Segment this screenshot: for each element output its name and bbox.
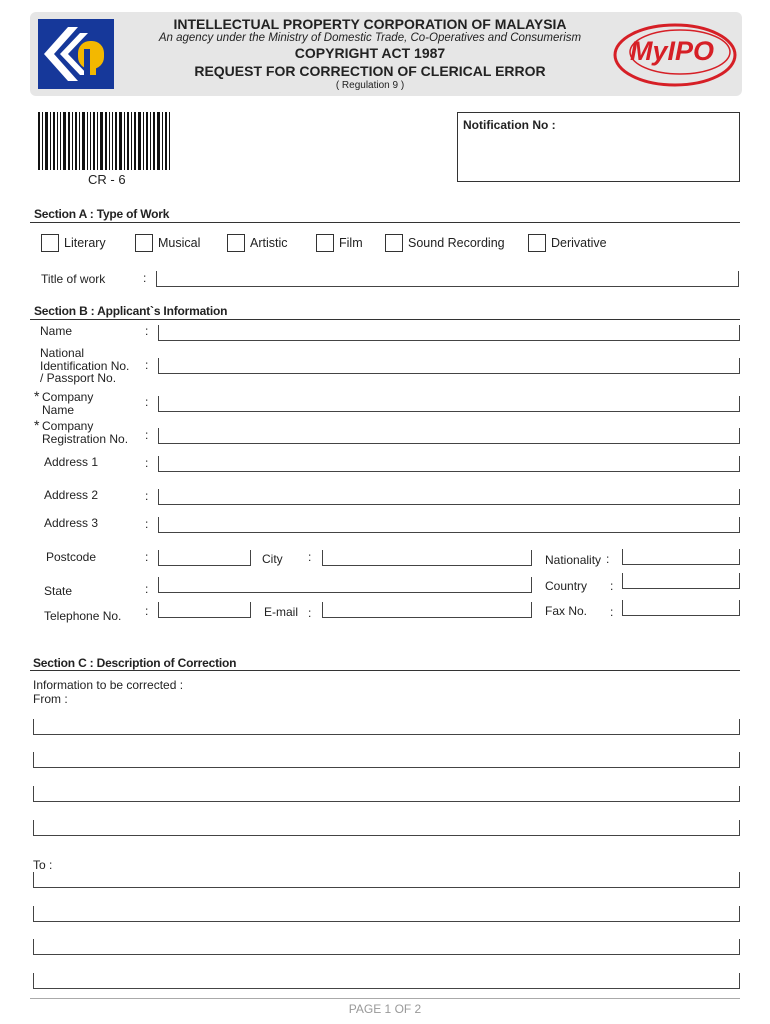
city-field[interactable] (322, 550, 532, 566)
section-a-rule (30, 222, 740, 223)
from-label: From : (33, 692, 68, 706)
footer-rule (30, 998, 740, 999)
nric-field[interactable] (158, 358, 740, 374)
checkbox-artistic[interactable] (227, 234, 245, 252)
colon: : (145, 428, 149, 442)
mylpo-emblem-logo (38, 19, 114, 89)
section-a-title: Section A : Type of Work (34, 207, 170, 221)
fax-label: Fax No. (545, 604, 588, 618)
title-of-work-field[interactable] (156, 271, 739, 287)
org-title: INTELLECTUAL PROPERTY CORPORATION OF MALAYSIA (173, 16, 567, 32)
colon: : (145, 324, 149, 338)
nationality-field[interactable] (622, 549, 740, 565)
colon: : (145, 395, 149, 409)
mylpo-brand-text: MyIPO (630, 36, 715, 66)
from-line-3[interactable] (33, 786, 740, 802)
colon: : (143, 271, 147, 285)
address3-label: Address 3 (44, 516, 99, 530)
address2-label: Address 2 (44, 488, 99, 502)
section-c-rule (30, 670, 740, 671)
colon: : (145, 604, 149, 618)
to-line-1[interactable] (33, 872, 740, 888)
agency-subtitle: An agency under the Ministry of Domestic Trade, Co-Operatives and Consumerism (158, 32, 582, 44)
to-line-3[interactable] (33, 939, 740, 955)
colon: : (145, 517, 149, 531)
checkbox-musical[interactable] (135, 234, 153, 252)
required-mark: * (34, 388, 40, 404)
colon: : (308, 550, 312, 564)
title-of-work-label: Title of work (41, 272, 106, 286)
colon: : (606, 552, 610, 566)
address1-label: Address 1 (44, 455, 99, 469)
telephone-field[interactable] (158, 602, 251, 618)
colon: : (145, 456, 149, 470)
required-mark: * (34, 417, 40, 433)
postcode-field[interactable] (158, 550, 251, 566)
colon: : (308, 606, 312, 620)
section-b-title: Section B : Applicant`s Information (34, 304, 228, 318)
colon: : (610, 579, 614, 593)
act-title: COPYRIGHT ACT 1987 (294, 45, 446, 61)
from-line-1[interactable] (33, 719, 740, 735)
colon: : (145, 489, 149, 503)
name-label: Name (40, 324, 73, 338)
label-artistic: Artistic (250, 236, 288, 250)
company-reg-field[interactable] (158, 428, 740, 444)
nationality-label: Nationality (545, 553, 602, 567)
label-sound-recording: Sound Recording (408, 236, 505, 250)
info-to-correct-label: Information to be corrected : (33, 678, 184, 692)
label-literary: Literary (64, 236, 106, 250)
regulation-note: ( Regulation 9 ) (335, 80, 405, 91)
colon: : (610, 605, 614, 619)
state-field[interactable] (158, 577, 532, 593)
barcode (38, 112, 188, 170)
city-label: City (262, 552, 283, 566)
telephone-label: Telephone No. (44, 609, 122, 623)
fax-field[interactable] (622, 600, 740, 616)
label-film: Film (339, 236, 363, 250)
country-field[interactable] (622, 573, 740, 589)
to-line-4[interactable] (33, 973, 740, 989)
nric-label: National Identification No. / Passport No. (40, 346, 130, 385)
company-reg-label: Company Registration No. (42, 419, 129, 446)
address2-field[interactable] (158, 489, 740, 505)
checkbox-derivative[interactable] (528, 234, 546, 252)
colon: : (145, 550, 149, 564)
to-label: To : (33, 858, 53, 872)
colon: : (145, 358, 149, 372)
form-code: CR - 6 (88, 172, 126, 187)
checkbox-sound-recording[interactable] (385, 234, 403, 252)
email-field[interactable] (322, 602, 532, 618)
page-number: PAGE 1 OF 2 (348, 1002, 422, 1016)
label-derivative: Derivative (551, 236, 607, 250)
company-name-label: Company Name (42, 390, 94, 417)
request-title: REQUEST FOR CORRECTION OF CLERICAL ERROR (194, 63, 546, 79)
checkbox-film[interactable] (316, 234, 334, 252)
company-name-field[interactable] (158, 396, 740, 412)
address1-field[interactable] (158, 456, 740, 472)
to-line-2[interactable] (33, 906, 740, 922)
checkbox-literary[interactable] (41, 234, 59, 252)
notification-label: Notification No : (463, 118, 556, 132)
section-b-rule (30, 319, 740, 320)
postcode-label: Postcode (46, 550, 97, 564)
country-label: Country (545, 579, 588, 593)
state-label: State (44, 584, 73, 598)
address3-field[interactable] (158, 517, 740, 533)
section-c-title: Section C : Description of Correction (33, 656, 237, 670)
name-field[interactable] (158, 325, 740, 341)
colon: : (145, 582, 149, 596)
label-musical: Musical (158, 236, 201, 250)
from-line-2[interactable] (33, 752, 740, 768)
email-label: E-mail (264, 605, 299, 619)
from-line-4[interactable] (33, 820, 740, 836)
